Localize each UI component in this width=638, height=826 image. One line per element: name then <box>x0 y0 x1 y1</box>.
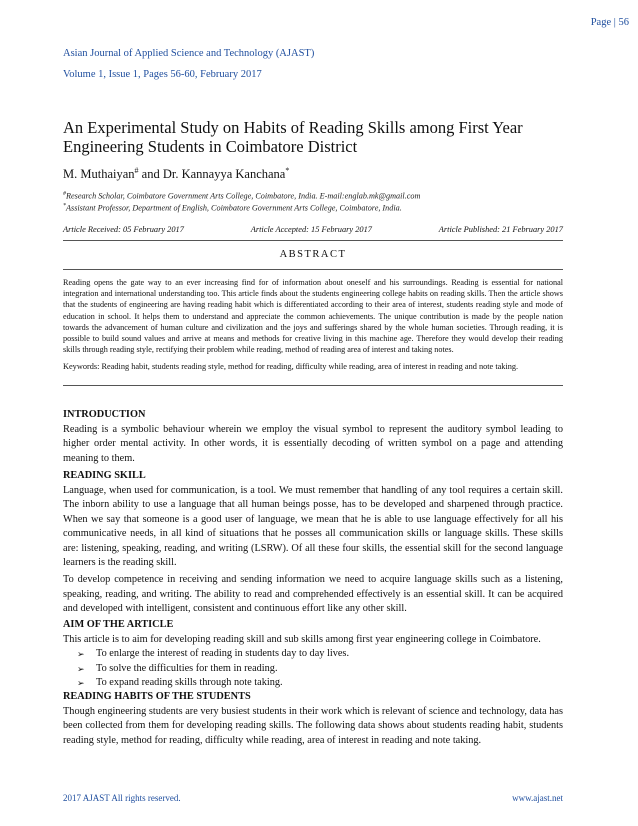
affiliation-2-mark: * <box>63 203 66 209</box>
intro-heading: INTRODUCTION <box>63 409 146 420</box>
affiliation-2 <box>63 203 402 213</box>
section-reading-skill <box>63 469 563 571</box>
journal-name: Asian Journal of Applied Science and Technology (AJAST) <box>63 48 315 59</box>
divider-top <box>63 240 563 241</box>
skill-paragraph-2: To develop competence in receiving and sending information we need to acquire language skills such as a listening, speaking, reading, and writing. The ability to read and comprehended effectively is an essential skill. It can be acquired and developed with intelligent, consistent and continuous effort like any other skill. <box>63 574 563 614</box>
affiliation-2-text: Assistant Professor, Department of English, Coimbatore Government Arts College, Coimbatore, India. <box>66 203 402 213</box>
article-dates <box>63 225 563 234</box>
keywords: Keywords: Reading habit, students reading style, method for reading, difficulty while reading, area of interest in reading and note taking. <box>63 362 519 371</box>
author-2: Dr. Kannayya Kanchana <box>162 167 286 182</box>
author-join: and <box>138 167 163 182</box>
aim-item <box>77 662 563 677</box>
divider-bottom <box>63 385 563 386</box>
paper-title: An Experimental Study on Habits of Reading Skills among First Year Engineering Students in Coimbatore District <box>63 118 523 156</box>
skill-paragraph-1: Language, when used for communication, is a tool. We must remember that handling of any tool requires a certain skill. The inborn ability to use a language that all human beings posse, has to be developed and sharpened through practice. When we say that someone is a good user of language, we mean that he is able to use language effectively for all his communicative needs, in all kind of situations that he posses all communication skills or language skills. These skills are: listening, speaking, reading, and writing (LSRW). Of all these four skills, the essential skill for the second language learners is the reading skill. <box>63 484 563 568</box>
affiliation-1-mark: # <box>63 191 66 197</box>
author-2-mark: * <box>285 166 290 175</box>
page-number: Page | 56 <box>590 17 629 28</box>
aim-list <box>63 647 563 691</box>
date-received: Article Received: 05 February 2017 <box>63 225 184 234</box>
aim-heading: AIM OF THE ARTICLE <box>63 619 174 630</box>
section-reading-skill-2 <box>63 573 563 617</box>
section-introduction <box>63 408 563 466</box>
aim-item-text: To expand reading skills through note taking. <box>96 677 283 688</box>
abstract-text: Reading opens the gate way to an ever increasing find for of information about oneself and his surroundings. Reading is essential for national integration and international understanding too. This article finds about the students engineering college habits on reading skills. Then the article shows that the students of engineering are having reading habit which is differentiated according to their area of interest, students reading style and mode of education in school. It helps them to understand and appreciate the common achievements. The unique contribution is made by the people nation towards the advancement of human culture and civilization and the joys and sufferings shared by the whole human societies. Through reading, it is possible to build sound values and arrive at means and methods for creative living in this machine age. Therefore they would develop their reading skills through reading style, rectifying their problem while reading, method of reading area of interest and taking notes. <box>63 278 563 355</box>
section-aim <box>63 618 563 691</box>
author-1-mark: # <box>134 166 139 175</box>
footer-copyright: 2017 AJAST All rights reserved. <box>63 793 181 803</box>
date-accepted: Article Accepted: 15 February 2017 <box>250 225 372 234</box>
author-1: M. Muthaiyan <box>63 167 135 182</box>
arrow-bullet-icon: ➢ <box>77 678 85 688</box>
page-number-value: 56 <box>618 17 629 28</box>
page-label: Page <box>590 17 612 28</box>
affiliation-1 <box>63 191 420 201</box>
habits-heading: READING HABITS OF THE STUDENTS <box>63 691 251 702</box>
aim-item-text: To enlarge the interest of reading in students day to day lives. <box>96 648 350 659</box>
section-reading-habits <box>63 690 563 748</box>
aim-paragraph: This article is to aim for developing reading skill and sub skills among first year engineering college in Coimbatore. <box>63 633 541 645</box>
footer-website[interactable]: www.ajast.net <box>512 793 563 803</box>
abstract-heading: ABSTRACT <box>279 249 347 260</box>
intro-paragraph: Reading is a symbolic behaviour wherein we employ the visual symbol to represent the auditory symbol leading to higher order mental activity. In other words, it is essentially decoding of written symbol on a page and attending meaning to them. <box>63 423 563 464</box>
affiliation-1-text: Research Scholar, Coimbatore Government Arts College, Coimbatore, India. E-mail:englab.mk@gmail.com <box>66 191 421 201</box>
divider-abstract <box>63 269 563 270</box>
aim-item <box>77 676 563 691</box>
aim-item <box>77 647 563 662</box>
arrow-bullet-icon: ➢ <box>77 649 85 659</box>
skill-heading: READING SKILL <box>63 470 146 481</box>
date-published: Article Published: 21 February 2017 <box>438 225 563 234</box>
aim-item-text: To solve the difficulties for them in reading. <box>96 662 278 674</box>
arrow-bullet-icon: ➢ <box>77 663 85 674</box>
author-line <box>63 166 289 182</box>
journal-volume: Volume 1, Issue 1, Pages 56-60, February 2017 <box>63 69 262 80</box>
habits-paragraph: Though engineering students are very busiest students in their work which is relevant of science and technology, data has been collected from them for developing reading skills. The following data shows about students reading habit, students reading style, method for reading, difficulty while reading, area of interest in reading and note taking. <box>63 705 563 746</box>
